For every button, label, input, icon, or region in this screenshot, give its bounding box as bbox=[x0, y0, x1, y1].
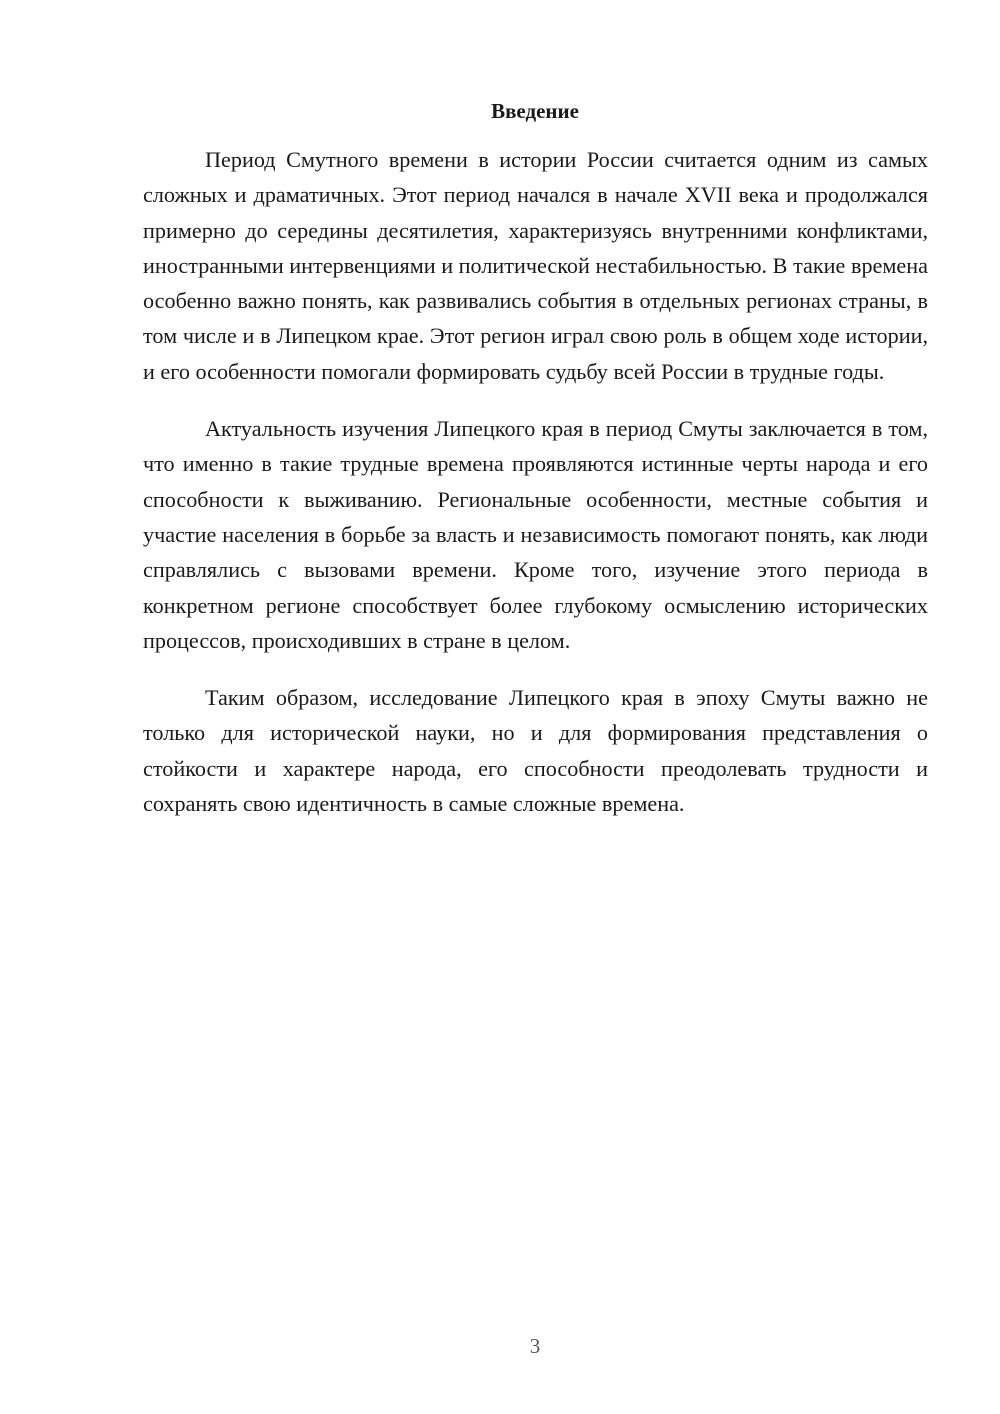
page-number: 3 bbox=[529, 1334, 541, 1358]
paragraph-1: Период Смутного времени в истории России считается одним из самых сложных и драматичных. Этот период начался в начале XVII века и продолжался примерно до середины десятилетия, характеризуясь внутренними конфликтами, иностранными интервенциями и политической нестабильностью. В такие времена особенно важно понять, как развивались события в отдельных регионах страны, в том числе и в Липецком крае. Этот регион играл свою роль в общем ходе истории, и его особенности помогали формировать судьбу всей России в трудные годы. bbox=[143, 147, 928, 384]
page-title: Введение bbox=[491, 99, 579, 123]
document-body bbox=[143, 142, 928, 843]
paragraph-2: Актуальность изучения Липецкого края в период Смуты заключается в том, что именно в такие трудные времена проявляются истинные черты народа и его способности к выживанию. Региональные особенности, местные события и участие населения в борьбе за власть и независимость помогают понять, как люди справлялись с вызовами времени. Кроме того, изучение этого периода в конкретном регионе способствует более глубокому осмыслению исторических процессов, происходивших в стране в целом. bbox=[143, 416, 928, 653]
paragraph-3: Таким образом, исследование Липецкого края в эпоху Смуты важно не только для исторической науки, но и для формирования представления о стойкости и характере народа, его способности преодолевать трудности и сохранять свою идентичность в самые сложные времена. bbox=[143, 685, 928, 817]
